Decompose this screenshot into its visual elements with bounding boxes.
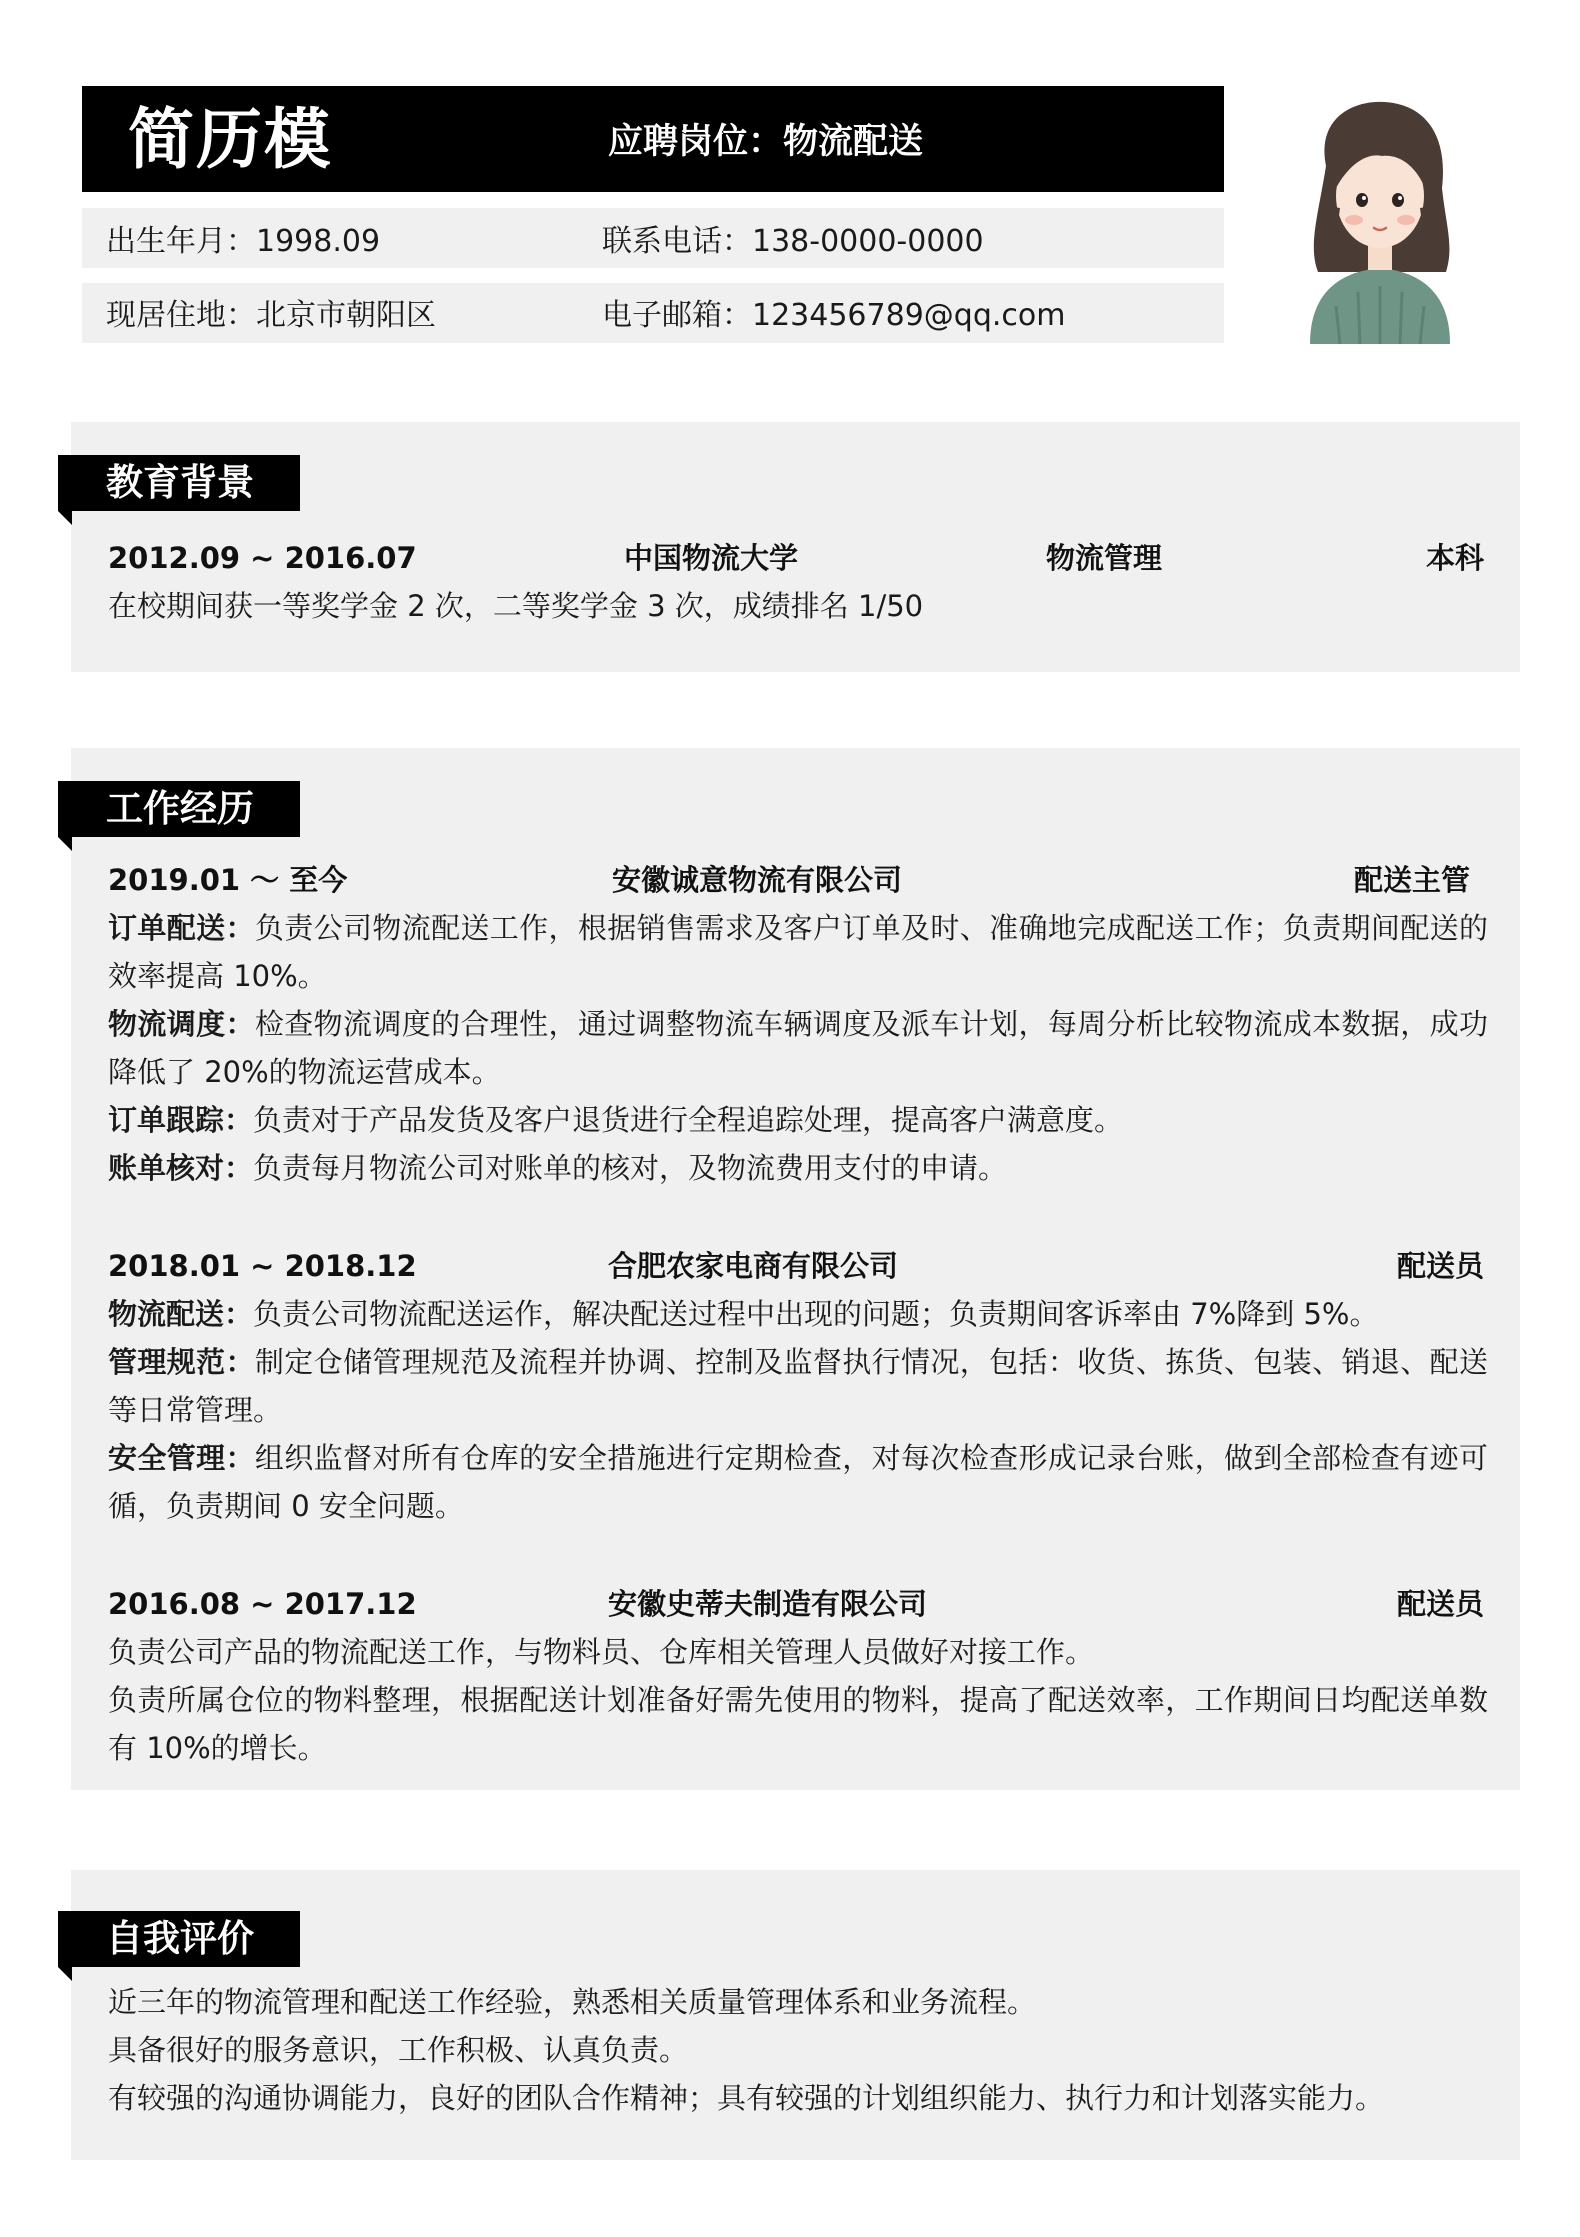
job-item: 管理规范：制定仓储管理规范及流程并协调、控制及监督执行情况，包括：收货、拣货、包装、销退、配送等日常管理。 xyxy=(108,1345,1488,1427)
education-degree: 本科 xyxy=(1425,541,1484,575)
resume-name: 简历模 xyxy=(128,101,332,178)
birth-info: 出生年月：1998.09 xyxy=(106,224,381,259)
phone-value: 138-0000-0000 xyxy=(752,224,984,259)
job-item: 物流调度：检查物流调度的合理性，通过调整物流车辆调度及派车计划，每周分析比较物流成本数据，成功降低了 20%的物流运营成本。 xyxy=(108,1007,1488,1089)
education-school: 中国物流大学 xyxy=(624,541,799,575)
job-item: 物流配送：负责公司物流配送运作，解决配送过程中出现的问题；负责期间客诉率由 7%降到 5%。 xyxy=(108,1297,1379,1331)
job-item: 订单配送：负责公司物流配送工作，根据销售需求及客户订单及时、准确地完成配送工作；负责期间配送的效率提高 10%。 xyxy=(108,911,1488,993)
education-note: 在校期间获一等奖学金 2 次，二等奖学金 3 次，成绩排名 1/50 xyxy=(108,589,924,623)
job-role: 配送员 xyxy=(1396,1249,1484,1283)
job-details xyxy=(108,1290,1488,1530)
applied-position xyxy=(608,118,923,166)
cartoon-girl-avatar-icon xyxy=(1310,102,1450,344)
education-period: 2012.09 ~ 2016.07 xyxy=(108,541,417,575)
job-period: 2016.08 ~ 2017.12 xyxy=(108,1587,417,1621)
position-label: 应聘岗位： xyxy=(608,122,784,162)
education-title: 教育背景 xyxy=(106,461,254,504)
job-line: 负责所属仓位的物料整理，根据配送计划准备好需先使用的物料，提高了配送效率，工作期间日均配送单数有 10%的增长。 xyxy=(108,1683,1488,1765)
work-tab-fold xyxy=(58,837,72,851)
email-info: 电子邮箱：123456789@qq.com xyxy=(602,298,1066,333)
self-eval-line: 有较强的沟通协调能力，良好的团队合作精神；具有较强的计划组织能力、执行力和计划落实能力。 xyxy=(108,2081,1385,2115)
job-company: 安徽诚意物流有限公司 xyxy=(612,863,903,897)
email-value: 123456789@qq.com xyxy=(752,298,1066,333)
job-period: 2018.01 ~ 2018.12 xyxy=(108,1249,417,1283)
birth-value: 1998.09 xyxy=(256,224,381,259)
job-item: 订单跟踪：负责对于产品发货及客户退货进行全程追踪处理，提高客户满意度。 xyxy=(108,1103,1124,1137)
job-company: 安徽史蒂夫制造有限公司 xyxy=(608,1587,928,1621)
job-line: 负责公司产品的物流配送工作，与物料员、仓库相关管理人员做好对接工作。 xyxy=(108,1635,1095,1669)
self-eval-line: 具备很好的服务意识，工作积极、认真负责。 xyxy=(108,2033,689,2067)
job-item: 账单核对：负责每月物流公司对账单的核对，及物流费用支付的申请。 xyxy=(108,1151,1008,1185)
self-eval-text xyxy=(108,1978,1488,2122)
job-period: 2019.01 ～ 至今 xyxy=(108,863,348,897)
job-role: 配送主管 xyxy=(1353,863,1470,897)
address-value: 北京市朝阳区 xyxy=(256,298,436,333)
position-value: 物流配送 xyxy=(783,122,924,162)
job-details xyxy=(108,1628,1488,1772)
phone-info: 联系电话：138-0000-0000 xyxy=(602,224,984,259)
work-title: 工作经历 xyxy=(106,787,254,830)
self-eval-tab-fold xyxy=(58,1967,72,1981)
address-info: 现居住地：北京市朝阳区 xyxy=(106,298,436,333)
job-company: 合肥农家电商有限公司 xyxy=(608,1249,899,1283)
avatar xyxy=(1296,96,1464,344)
self-eval-line: 近三年的物流管理和配送工作经验，熟悉相关质量管理体系和业务流程。 xyxy=(108,1985,1037,2019)
self-eval-title: 自我评价 xyxy=(106,1917,254,1960)
job-details xyxy=(108,904,1488,1192)
job-role: 配送员 xyxy=(1396,1587,1484,1621)
job-item: 安全管理：组织监督对所有仓库的安全措施进行定期检查，对每次检查形成记录台账，做到全部检查有迹可循，负责期间 0 安全问题。 xyxy=(108,1441,1488,1523)
education-major: 物流管理 xyxy=(1046,541,1163,575)
education-tab-fold xyxy=(58,511,72,525)
